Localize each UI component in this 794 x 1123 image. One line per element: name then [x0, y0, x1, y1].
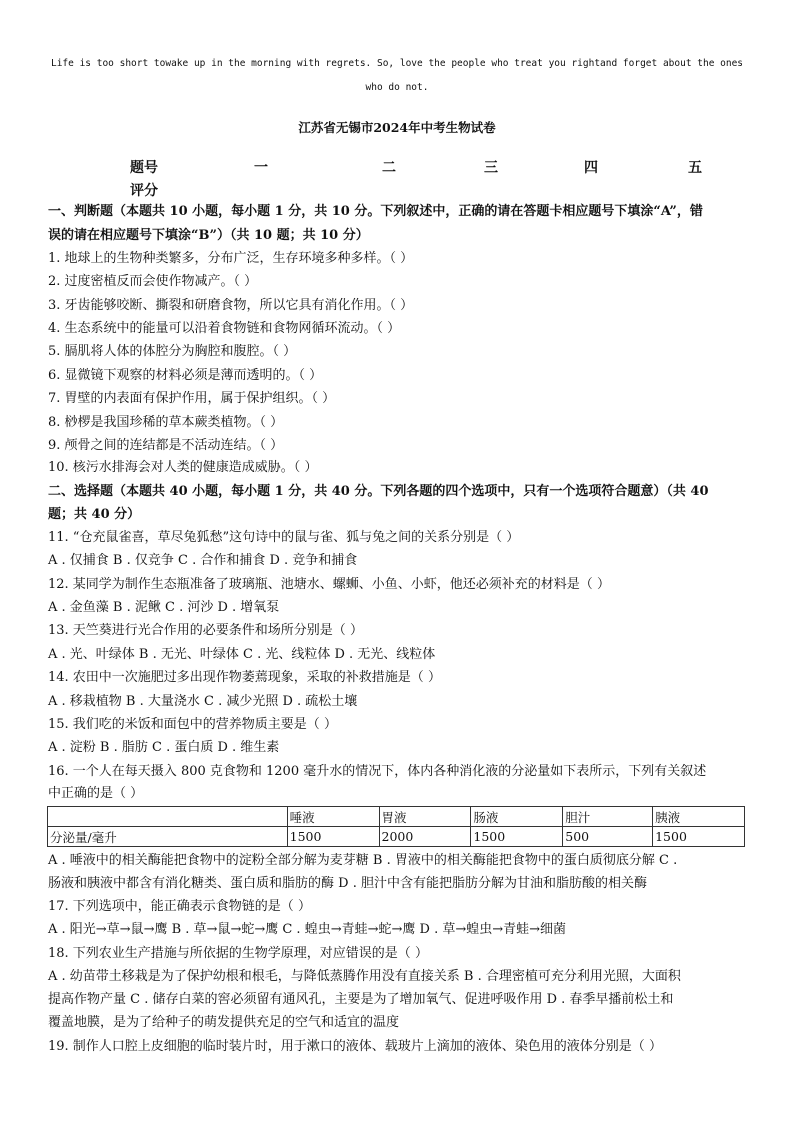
question-6: 6. 显微镜下观察的材料必须是薄而透明的。（ ） [48, 368, 323, 383]
question-14: 14. 农田中一次施肥过多出现作物萎蔫现象，采取的补救措施是（ ） [48, 670, 441, 685]
question-18-options-1: A . 幼苗带土移栽是为了保护幼根和根毛，与降低蒸腾作用没有直接关系 B . 合理密植可充分利用光照，大面积 [48, 969, 681, 984]
score-col-5: 五 [688, 160, 702, 176]
table-header-row [48, 807, 745, 827]
section1-heading-1: 一、判断题（本题共 10 小题，每小题 1 分，共 10 分。下列叙述中，正确的请在答题卡相应题号下填涂“A”，错 [48, 204, 703, 219]
table-cell: 1500 [653, 827, 745, 847]
question-12: 12. 某同学为制作生态瓶准备了玻璃瓶、池塘水、螺蛳、小鱼、小虾，他还必须补充的材料是（ ） [48, 577, 610, 592]
score-row-label: 题号 [130, 160, 158, 176]
question-12-options: A . 金鱼藻 B . 泥鳅 C . 河沙 D . 增氧泵 [48, 600, 280, 615]
question-9: 9. 颅骨之间的连结都是不活动连结。（ ） [48, 438, 284, 453]
table-cell [48, 807, 288, 827]
table-cell: 500 [563, 827, 653, 847]
question-13: 13. 天竺葵进行光合作用的必要条件和场所分别是（ ） [48, 623, 363, 638]
question-11-options: A . 仅捕食 B . 仅竞争 C . 合作和捕食 D . 竞争和捕食 [48, 553, 358, 568]
table-cell: 1500 [287, 827, 379, 847]
question-10: 10. 核污水排海会对人类的健康造成威胁。（ ） [48, 460, 318, 475]
table-cell: 2000 [379, 827, 471, 847]
question-11: 11. “仓充鼠雀喜，草尽兔狐愁”这句诗中的鼠与雀、狐与兔之间的关系分别是（ ） [48, 530, 520, 545]
question-16-options-2: 肠液和胰液中都含有消化糖类、蛋白质和脂肪的酶 D . 胆汁中含有能把脂肪分解为甘油和脂肪酸的相关酶 [48, 876, 647, 891]
section2-heading-1: 二、选择题（本题共 40 小题，每小题 1 分，共 40 分。下列各题的四个选项中，只有一个选项符合题意）（共 40 [48, 484, 709, 499]
table-cell: 1500 [471, 827, 563, 847]
section2-heading-2: 题；共 40 分） [48, 507, 141, 522]
table-cell: 胆汁 [563, 807, 653, 827]
question-13-options: A . 光、叶绿体 B . 无光、叶绿体 C . 光、线粒体 D . 无光、线粒体 [48, 647, 436, 662]
motto-text [40, 52, 754, 100]
score-col-1: 一 [254, 160, 268, 176]
question-18: 18. 下列农业生产措施与所依据的生物学原理，对应错误的是（ ） [48, 946, 428, 961]
question-18-options-2: 提高作物产量 C . 储存白菜的窖必须留有通风孔，主要是为了增加氧气、促进呼吸作用 D . 春季早播前松土和 [48, 992, 674, 1007]
exam-title: 江苏省无锡市2024年中考生物试卷 [298, 120, 496, 135]
score-col-3: 三 [484, 160, 498, 176]
question-15-options: A . 淀粉 B . 脂肪 C . 蛋白质 D . 维生素 [48, 740, 280, 755]
score-label: 评分 [130, 183, 158, 199]
question-18-options-3: 覆盖地膜，是为了给种子的萌发提供充足的空气和适宜的温度 [48, 1015, 400, 1030]
table-cell: 分泌量/毫升 [48, 827, 288, 847]
question-4: 4. 生态系统中的能量可以沿着食物链和食物网循环流动。（ ） [48, 321, 401, 336]
question-16-cont: 中正确的是（ ） [48, 786, 144, 801]
table-cell: 胰液 [653, 807, 745, 827]
question-8: 8. 桫椤是我国珍稀的草本蕨类植物。（ ） [48, 415, 284, 430]
table-cell: 胃液 [379, 807, 471, 827]
question-7: 7. 胃壁的内表面有保护作用，属于保护组织。（ ） [48, 391, 336, 406]
score-table [0, 157, 794, 197]
motto-line-1: Life is too short towake up in the morning with regrets. So, love the people who treat you rightand forget about the ones [50, 58, 744, 69]
question-16-options-1: A . 唾液中的相关酶能把食物中的淀粉全部分解为麦芽糖 B . 胃液中的相关酶能把食物中的蛋白质彻底分解 C . [48, 853, 678, 868]
table-cell: 肠液 [471, 807, 563, 827]
question-17-options: A . 阳光→草→鼠→鹰 B . 草→鼠→蛇→鹰 C . 蝗虫→青蛙→蛇→鹰 D . 草→蝗虫→青蛙→细菌 [48, 922, 567, 937]
score-col-2: 二 [382, 160, 396, 176]
section1-heading-2: 误的请在相应题号下填涂“B”）（共 10 题；共 10 分） [48, 228, 369, 243]
question-17: 17. 下列选项中，能正确表示食物链的是（ ） [48, 899, 311, 914]
question-5: 5. 膈肌将人体的体腔分为胸腔和腹腔。（ ） [48, 344, 297, 359]
score-col-4: 四 [584, 160, 598, 176]
table-cell: 唾液 [287, 807, 379, 827]
question-1: 1. 地球上的生物种类繁多，分布广泛，生存环境多种多样。（ ） [48, 251, 414, 266]
motto-line-2: who do not. [365, 82, 429, 93]
question-3: 3. 牙齿能够咬断、撕裂和研磨食物，所以它具有消化作用。（ ） [48, 298, 414, 313]
question-16: 16. 一个人在每天摄入 800 克食物和 1200 毫升水的情况下，体内各种消化液的分泌量如下表所示，下列有关叙述 [48, 764, 707, 779]
secretion-table [47, 806, 745, 847]
question-14-options: A . 移栽植物 B . 大量浇水 C . 减少光照 D . 疏松土壤 [48, 694, 358, 709]
question-15: 15. 我们吃的米饭和面包中的营养物质主要是（ ） [48, 717, 337, 732]
question-19: 19. 制作人口腔上皮细胞的临时装片时，用于漱口的液体、载玻片上滴加的液体、染色用的液体分别是（ ） [48, 1039, 662, 1054]
question-2: 2. 过度密植反而会使作物减产。（ ） [48, 274, 258, 289]
table-row [48, 827, 745, 847]
